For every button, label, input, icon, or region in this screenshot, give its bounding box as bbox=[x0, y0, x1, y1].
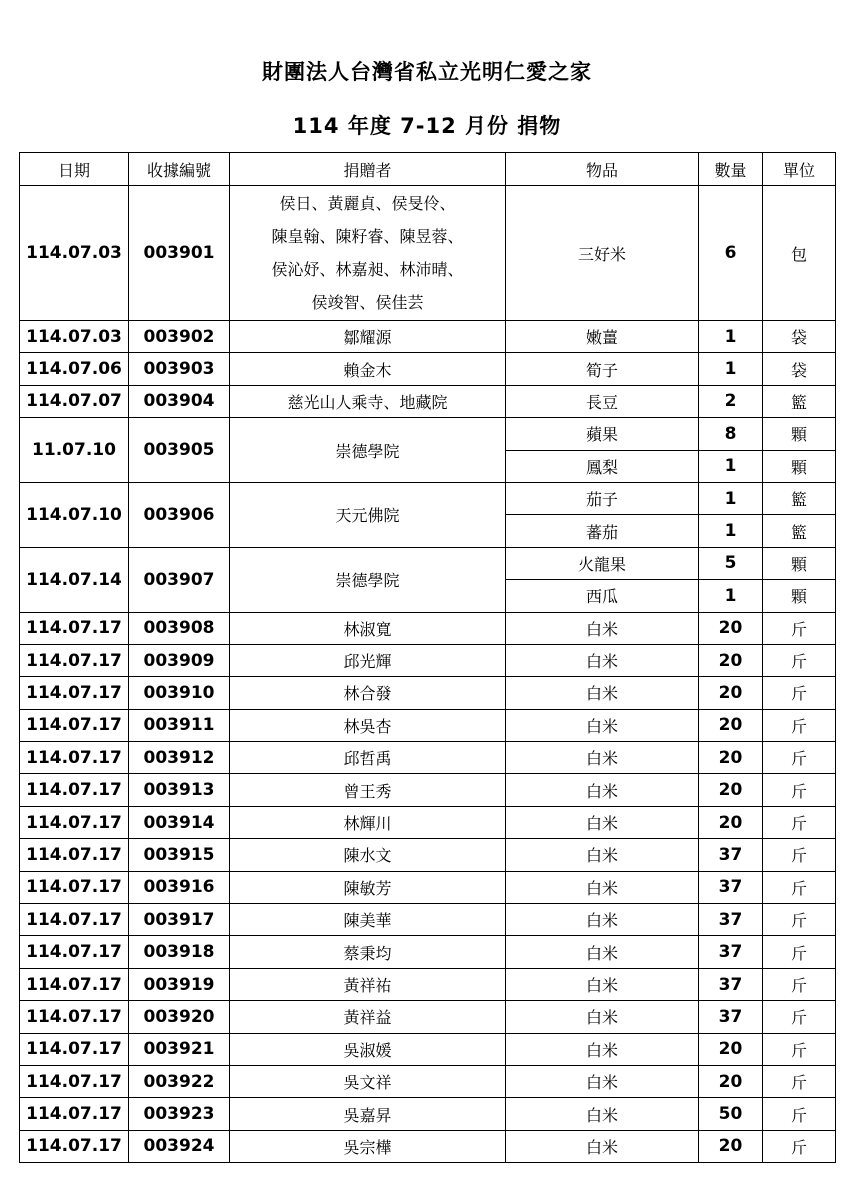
column-header-receipt: 收據編號 bbox=[129, 153, 230, 186]
cell-qty: 20 bbox=[699, 612, 763, 644]
cell-qty: 20 bbox=[699, 1130, 763, 1162]
cell-donor: 邱光輝 bbox=[230, 644, 506, 676]
column-header-item: 物品 bbox=[506, 153, 699, 186]
cell-item: 筍子 bbox=[506, 353, 699, 385]
cell-receipt: 003908 bbox=[129, 612, 230, 644]
table-row bbox=[20, 644, 836, 676]
cell-item: 白米 bbox=[506, 871, 699, 903]
cell-qty: 1 bbox=[699, 482, 763, 514]
cell-date: 114.07.14 bbox=[20, 547, 129, 612]
cell-receipt: 003911 bbox=[129, 709, 230, 741]
cell-qty: 20 bbox=[699, 774, 763, 806]
cell-item: 白米 bbox=[506, 968, 699, 1000]
cell-unit: 斤 bbox=[763, 806, 836, 838]
table-row bbox=[20, 385, 836, 417]
cell-qty: 1 bbox=[699, 321, 763, 353]
cell-item: 白米 bbox=[506, 612, 699, 644]
cell-unit: 斤 bbox=[763, 774, 836, 806]
cell-unit: 斤 bbox=[763, 612, 836, 644]
cell-date: 114.07.03 bbox=[20, 186, 129, 321]
cell-receipt: 003914 bbox=[129, 806, 230, 838]
cell-unit: 斤 bbox=[763, 709, 836, 741]
cell-receipt: 003921 bbox=[129, 1033, 230, 1065]
donor-line: 侯沁妤、林嘉昶、林沛晴、 bbox=[271, 260, 464, 279]
cell-date: 114.07.07 bbox=[20, 385, 129, 417]
cell-qty: 37 bbox=[699, 871, 763, 903]
table-row bbox=[20, 677, 836, 709]
cell-unit: 斤 bbox=[763, 742, 836, 774]
cell-item: 白米 bbox=[506, 1033, 699, 1065]
cell-item: 白米 bbox=[506, 936, 699, 968]
table-row bbox=[20, 353, 836, 385]
cell-receipt: 003909 bbox=[129, 644, 230, 676]
cell-qty: 37 bbox=[699, 839, 763, 871]
cell-qty: 37 bbox=[699, 968, 763, 1000]
cell-receipt: 003915 bbox=[129, 839, 230, 871]
cell-date: 114.07.17 bbox=[20, 644, 129, 676]
cell-qty: 37 bbox=[699, 936, 763, 968]
cell-receipt: 003905 bbox=[129, 418, 230, 483]
cell-qty: 20 bbox=[699, 1033, 763, 1065]
cell-item: 長豆 bbox=[506, 385, 699, 417]
cell-unit: 斤 bbox=[763, 1065, 836, 1097]
cell-qty: 5 bbox=[699, 547, 763, 579]
cell-date: 114.07.17 bbox=[20, 612, 129, 644]
cell-item: 白米 bbox=[506, 1065, 699, 1097]
cell-qty: 20 bbox=[699, 742, 763, 774]
cell-item: 蕃茄 bbox=[506, 515, 699, 547]
cell-unit: 斤 bbox=[763, 904, 836, 936]
table-row bbox=[20, 871, 836, 903]
cell-item: 西瓜 bbox=[506, 580, 699, 612]
cell-receipt: 003923 bbox=[129, 1098, 230, 1130]
table-row bbox=[20, 904, 836, 936]
cell-qty: 20 bbox=[699, 644, 763, 676]
cell-qty: 1 bbox=[699, 353, 763, 385]
cell-donor: 林吳杏 bbox=[230, 709, 506, 741]
cell-donor: 鄒耀源 bbox=[230, 321, 506, 353]
cell-item: 白米 bbox=[506, 806, 699, 838]
table-row bbox=[20, 968, 836, 1000]
cell-receipt: 003917 bbox=[129, 904, 230, 936]
cell-receipt: 003904 bbox=[129, 385, 230, 417]
table-row bbox=[20, 774, 836, 806]
cell-donor: 黃祥益 bbox=[230, 1001, 506, 1033]
cell-donor: 陳美華 bbox=[230, 904, 506, 936]
cell-donor: 曾王秀 bbox=[230, 774, 506, 806]
table-row bbox=[20, 1098, 836, 1130]
cell-receipt: 003901 bbox=[129, 186, 230, 321]
table-row bbox=[20, 1001, 836, 1033]
cell-donor: 邱哲禹 bbox=[230, 742, 506, 774]
cell-item: 白米 bbox=[506, 709, 699, 741]
cell-receipt: 003922 bbox=[129, 1065, 230, 1097]
cell-donor: 黃祥祐 bbox=[230, 968, 506, 1000]
cell-date: 114.07.06 bbox=[20, 353, 129, 385]
cell-donor: 吳文祥 bbox=[230, 1065, 506, 1097]
cell-unit: 籃 bbox=[763, 385, 836, 417]
cell-receipt: 003924 bbox=[129, 1130, 230, 1162]
cell-receipt: 003912 bbox=[129, 742, 230, 774]
cell-receipt: 003918 bbox=[129, 936, 230, 968]
cell-unit: 袋 bbox=[763, 321, 836, 353]
cell-receipt: 003903 bbox=[129, 353, 230, 385]
table-row bbox=[20, 482, 836, 514]
cell-item: 白米 bbox=[506, 1098, 699, 1130]
table-row bbox=[20, 186, 836, 321]
document-subtitle: 114 年度 7-12 月份 捐物 bbox=[292, 114, 562, 138]
cell-item: 白米 bbox=[506, 742, 699, 774]
cell-qty: 37 bbox=[699, 904, 763, 936]
cell-item: 白米 bbox=[506, 839, 699, 871]
cell-unit: 顆 bbox=[763, 547, 836, 579]
cell-unit: 斤 bbox=[763, 936, 836, 968]
donor-line: 侯日、黃麗貞、侯旻伶、 bbox=[279, 194, 456, 213]
cell-date: 114.07.17 bbox=[20, 709, 129, 741]
cell-unit: 籃 bbox=[763, 515, 836, 547]
cell-qty: 20 bbox=[699, 806, 763, 838]
table-row bbox=[20, 709, 836, 741]
cell-date: 114.07.17 bbox=[20, 871, 129, 903]
cell-item: 嫩薑 bbox=[506, 321, 699, 353]
cell-receipt: 003920 bbox=[129, 1001, 230, 1033]
cell-donor: 陳敏芳 bbox=[230, 871, 506, 903]
cell-donor: 吳宗樺 bbox=[230, 1130, 506, 1162]
cell-item: 白米 bbox=[506, 1130, 699, 1162]
cell-qty: 1 bbox=[699, 450, 763, 482]
cell-date: 114.07.10 bbox=[20, 482, 129, 547]
cell-unit: 顆 bbox=[763, 580, 836, 612]
cell-donor: 吳淑媛 bbox=[230, 1033, 506, 1065]
cell-unit: 斤 bbox=[763, 644, 836, 676]
table-header-row bbox=[20, 153, 836, 186]
cell-donor: 崇德學院 bbox=[230, 418, 506, 483]
table-row bbox=[20, 806, 836, 838]
cell-donor: 賴金木 bbox=[230, 353, 506, 385]
cell-date: 114.07.17 bbox=[20, 742, 129, 774]
table-row bbox=[20, 321, 836, 353]
cell-qty: 50 bbox=[699, 1098, 763, 1130]
table-row bbox=[20, 418, 836, 450]
cell-date: 11.07.10 bbox=[20, 418, 129, 483]
cell-item: 白米 bbox=[506, 774, 699, 806]
cell-unit: 斤 bbox=[763, 839, 836, 871]
column-header-donor: 捐贈者 bbox=[230, 153, 506, 186]
cell-donor: 天元佛院 bbox=[230, 482, 506, 547]
cell-item: 三好米 bbox=[506, 186, 699, 321]
cell-qty: 2 bbox=[699, 385, 763, 417]
cell-item: 白米 bbox=[506, 677, 699, 709]
table-row bbox=[20, 1130, 836, 1162]
cell-qty: 1 bbox=[699, 580, 763, 612]
table-row bbox=[20, 839, 836, 871]
document-title: 財團法人台灣省私立光明仁愛之家 bbox=[262, 60, 592, 84]
column-header-unit: 單位 bbox=[763, 153, 836, 186]
cell-receipt: 003902 bbox=[129, 321, 230, 353]
cell-item: 茄子 bbox=[506, 482, 699, 514]
cell-unit: 斤 bbox=[763, 677, 836, 709]
cell-unit: 斤 bbox=[763, 871, 836, 903]
cell-date: 114.07.17 bbox=[20, 677, 129, 709]
cell-qty: 20 bbox=[699, 709, 763, 741]
cell-unit: 袋 bbox=[763, 353, 836, 385]
donor-line: 侯竣智、侯佳芸 bbox=[311, 293, 424, 312]
column-header-qty: 數量 bbox=[699, 153, 763, 186]
table-row bbox=[20, 742, 836, 774]
donation-table bbox=[19, 152, 836, 1163]
cell-item: 白米 bbox=[506, 904, 699, 936]
cell-unit: 斤 bbox=[763, 1130, 836, 1162]
cell-date: 114.07.17 bbox=[20, 1033, 129, 1065]
cell-receipt: 003906 bbox=[129, 482, 230, 547]
cell-date: 114.07.17 bbox=[20, 1001, 129, 1033]
table-row bbox=[20, 547, 836, 579]
cell-receipt: 003910 bbox=[129, 677, 230, 709]
cell-date: 114.07.17 bbox=[20, 806, 129, 838]
table-row bbox=[20, 612, 836, 644]
cell-unit: 斤 bbox=[763, 1098, 836, 1130]
cell-unit: 顆 bbox=[763, 450, 836, 482]
cell-receipt: 003919 bbox=[129, 968, 230, 1000]
cell-qty: 6 bbox=[699, 186, 763, 321]
cell-date: 114.07.17 bbox=[20, 904, 129, 936]
cell-date: 114.07.17 bbox=[20, 774, 129, 806]
table-row bbox=[20, 936, 836, 968]
cell-unit: 包 bbox=[763, 186, 836, 321]
cell-donor: 陳水文 bbox=[230, 839, 506, 871]
cell-date: 114.07.17 bbox=[20, 968, 129, 1000]
cell-unit: 斤 bbox=[763, 968, 836, 1000]
cell-receipt: 003907 bbox=[129, 547, 230, 612]
cell-donor: 林輝川 bbox=[230, 806, 506, 838]
cell-item: 白米 bbox=[506, 1001, 699, 1033]
cell-donor: 吳嘉昇 bbox=[230, 1098, 506, 1130]
cell-date: 114.07.03 bbox=[20, 321, 129, 353]
cell-donor: 崇德學院 bbox=[230, 547, 506, 612]
cell-qty: 1 bbox=[699, 515, 763, 547]
cell-receipt: 003913 bbox=[129, 774, 230, 806]
cell-qty: 20 bbox=[699, 677, 763, 709]
cell-date: 114.07.17 bbox=[20, 1130, 129, 1162]
cell-unit: 顆 bbox=[763, 418, 836, 450]
cell-donor bbox=[230, 186, 506, 321]
cell-donor: 慈光山人乘寺、地藏院 bbox=[230, 385, 506, 417]
cell-unit: 斤 bbox=[763, 1033, 836, 1065]
cell-date: 114.07.17 bbox=[20, 936, 129, 968]
column-header-date: 日期 bbox=[20, 153, 129, 186]
cell-item: 白米 bbox=[506, 644, 699, 676]
table-row bbox=[20, 1033, 836, 1065]
table-row bbox=[20, 1065, 836, 1097]
cell-qty: 20 bbox=[699, 1065, 763, 1097]
cell-donor: 林合發 bbox=[230, 677, 506, 709]
cell-item: 鳳梨 bbox=[506, 450, 699, 482]
cell-qty: 37 bbox=[699, 1001, 763, 1033]
cell-item: 火龍果 bbox=[506, 547, 699, 579]
cell-unit: 斤 bbox=[763, 1001, 836, 1033]
cell-unit: 籃 bbox=[763, 482, 836, 514]
donor-line: 陳皇翰、陳籽睿、陳昱蓉、 bbox=[271, 227, 464, 246]
cell-date: 114.07.17 bbox=[20, 1065, 129, 1097]
cell-donor: 蔡秉均 bbox=[230, 936, 506, 968]
cell-item: 蘋果 bbox=[506, 418, 699, 450]
cell-qty: 8 bbox=[699, 418, 763, 450]
cell-date: 114.07.17 bbox=[20, 1098, 129, 1130]
cell-date: 114.07.17 bbox=[20, 839, 129, 871]
cell-donor: 林淑寬 bbox=[230, 612, 506, 644]
cell-receipt: 003916 bbox=[129, 871, 230, 903]
